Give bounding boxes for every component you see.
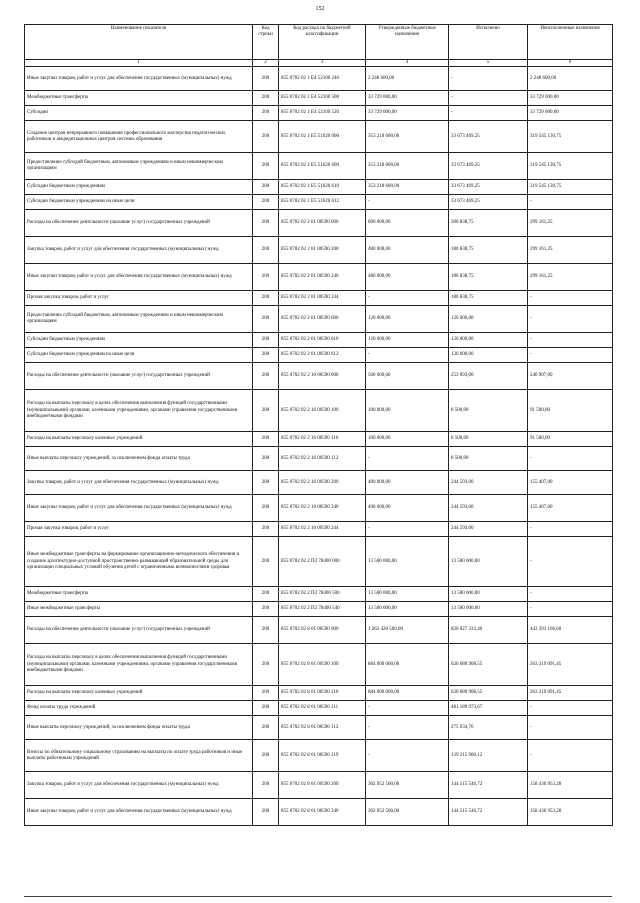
cell-line-code: 200 — [253, 195, 279, 210]
cell-approved: 353 218 600,00 — [366, 153, 449, 180]
cell-unexecuted: 263 319 091,45 — [528, 644, 613, 686]
cell-executed: 253 093,00 — [449, 363, 528, 390]
cell-line-code: 200 — [253, 432, 279, 447]
cell-executed: 13 500 000,00 — [449, 602, 528, 617]
cell-executed: 8 500,00 — [449, 432, 528, 447]
cell-approved: 500 000,00 — [366, 363, 449, 390]
cell-executed: 33 673 469,25 — [449, 121, 528, 153]
cell-name: Межбюджетные трансферты — [25, 587, 253, 602]
cell-name: Расходы на выплаты персоналу в целях обеспечения выполнения функций государственными (муниципальными) органами, казенными учреждениями, органами управления государственными внебюджетными фондами — [25, 390, 253, 432]
cell-budget-code: 855 0702 02 1 E5 51620 000 — [279, 121, 366, 153]
cell-executed: 13 500 000,00 — [449, 537, 528, 587]
cell-budget-code: 855 0702 02 8 01 00590 000 — [279, 617, 366, 644]
table-row — [25, 121, 613, 153]
cell-line-code: 200 — [253, 587, 279, 602]
cell-name: Субсидии бюджетным учреждениям на иные цели — [25, 348, 253, 363]
cell-executed: 180 838,75 — [449, 291, 528, 306]
cell-unexecuted: - — [528, 195, 613, 210]
cell-executed: 8 500,00 — [449, 447, 528, 471]
cell-approved: 13 500 000,00 — [366, 537, 449, 587]
cell-budget-code: 855 0702 02 8 01 00590 111 — [279, 701, 366, 716]
cell-name: Закупка товаров, работ и услуг для обеспечения государственных (муниципальных) нужд — [25, 237, 253, 264]
table-row — [25, 264, 613, 291]
table-row — [25, 537, 613, 587]
cell-approved: 120 000,00 — [366, 306, 449, 333]
cell-unexecuted: - — [528, 537, 613, 587]
cell-budget-code: 855 0702 02 2 16 00590 000 — [279, 363, 366, 390]
table-row — [25, 291, 613, 306]
cell-unexecuted: - — [528, 291, 613, 306]
cell-line-code: 200 — [253, 447, 279, 471]
cell-unexecuted: 299 161,25 — [528, 264, 613, 291]
cell-line-code: 200 — [253, 363, 279, 390]
cell-name: Расходы на обеспечение деятельности (оказание услуг) государственных учреждений — [25, 363, 253, 390]
table-row — [25, 237, 613, 264]
cell-budget-code: 855 0702 02 8 01 00590 119 — [279, 740, 366, 772]
column-number: 3 — [279, 60, 366, 67]
cell-budget-code: 855 0702 02 1 E4 52100 240 — [279, 67, 366, 91]
cell-name: Фонд оплаты труда учреждений — [25, 701, 253, 716]
cell-unexecuted: - — [528, 740, 613, 772]
cell-unexecuted: - — [528, 587, 613, 602]
cell-line-code: 200 — [253, 67, 279, 91]
cell-budget-code: 855 0702 02 2 П2 78400 500 — [279, 587, 366, 602]
cell-name: Прочая закупка товаров, работ и услуг — [25, 291, 253, 306]
table-row — [25, 106, 613, 121]
column-number: 6 — [528, 60, 613, 67]
header-executed: Исполнено — [449, 25, 528, 60]
cell-line-code: 200 — [253, 644, 279, 686]
cell-line-code: 200 — [253, 799, 279, 826]
cell-approved: - — [366, 522, 449, 537]
table-row — [25, 495, 613, 522]
cell-budget-code: 855 0702 02 8 01 00590 200 — [279, 772, 366, 799]
cell-name: Создание центров непрерывного повышения профессионального мастерства педагогических работников и аккредитационных центров системы образования — [25, 121, 253, 153]
cell-name: Прочая закупка товаров, работ и услуг — [25, 522, 253, 537]
cell-name: Иные закупки товаров, работ и услуг для обеспечения государственных (муниципальных) нужд — [25, 67, 253, 91]
cell-name: Расходы на выплаты персоналу в целях обеспечения выполнения функций государственными (муниципальными) органами, казенными учреждениями, органами управления государственными внебюджетными фондами — [25, 644, 253, 686]
cell-approved: 400 000,00 — [366, 495, 449, 522]
cell-executed: 180 838,75 — [449, 264, 528, 291]
cell-approved: 884 000 000,00 — [366, 686, 449, 701]
cell-unexecuted: - — [528, 348, 613, 363]
table-row — [25, 772, 613, 799]
cell-approved: 100 000,00 — [366, 390, 449, 432]
table-row — [25, 180, 613, 195]
cell-line-code: 200 — [253, 537, 279, 587]
cell-budget-code: 855 0702 02 2 16 00590 112 — [279, 447, 366, 471]
cell-budget-code: 855 0702 02 1 E5 51620 612 — [279, 195, 366, 210]
cell-unexecuted: - — [528, 701, 613, 716]
cell-approved: 100 000,00 — [366, 432, 449, 447]
table-row — [25, 740, 613, 772]
cell-executed: 139 215 900,12 — [449, 740, 528, 772]
cell-approved: 353 218 600,00 — [366, 180, 449, 195]
cell-name: Предоставление субсидий бюджетным, автономным учреждениям и иным некоммерческим организациям — [25, 306, 253, 333]
header-unexecuted: Неисполненные назначения — [528, 25, 613, 60]
cell-budget-code: 855 0702 02 2 01 00590 612 — [279, 348, 366, 363]
cell-unexecuted: 299 161,25 — [528, 237, 613, 264]
cell-budget-code: 855 0702 02 8 01 00590 110 — [279, 686, 366, 701]
cell-name: Предоставление субсидий бюджетным, автономным учреждениям и иным некоммерческим организациям — [25, 153, 253, 180]
table-row — [25, 644, 613, 686]
table-row — [25, 522, 613, 537]
cell-line-code: 200 — [253, 333, 279, 348]
cell-unexecuted: - — [528, 716, 613, 740]
cell-approved: 353 218 600,00 — [366, 121, 449, 153]
page-bottom-rule — [24, 896, 612, 897]
cell-name: Иные межбюджетные трансферты — [25, 602, 253, 617]
header-name: Наименование показателя — [25, 25, 253, 60]
cell-budget-code: 855 0702 02 1 E4 52100 500 — [279, 91, 366, 106]
cell-unexecuted: 158 436 953,28 — [528, 799, 613, 826]
cell-budget-code: 855 0702 02 2 01 00590 000 — [279, 210, 366, 237]
cell-approved: 2 248 600,00 — [366, 67, 449, 91]
cell-line-code: 200 — [253, 701, 279, 716]
cell-approved: 480 000,00 — [366, 264, 449, 291]
cell-executed: 8 500,00 — [449, 390, 528, 432]
cell-unexecuted: - — [528, 447, 613, 471]
cell-unexecuted: - — [528, 306, 613, 333]
cell-executed: 300 838,75 — [449, 210, 528, 237]
cell-executed: 244 593,00 — [449, 471, 528, 495]
cell-approved: - — [366, 716, 449, 740]
cell-budget-code: 855 0702 02 2 16 00590 200 — [279, 471, 366, 495]
cell-name: Иные выплаты персоналу учреждений, за исключением фонда оплаты труда — [25, 716, 253, 740]
column-number: 5 — [449, 60, 528, 67]
table-row — [25, 348, 613, 363]
cell-approved: 400 000,00 — [366, 471, 449, 495]
cell-executed: 33 673 469,25 — [449, 195, 528, 210]
cell-name: Иные межбюджетные трансферты на формирование организационно-методического обеспечения и создание архитектурно-доступной пространственно-развивающей образовательной среды для организации специальных условий обучения детей с ограниченными возможностями здоровья — [25, 537, 253, 587]
cell-executed: - — [449, 91, 528, 106]
cell-unexecuted: - — [528, 522, 613, 537]
cell-approved: 302 952 500,00 — [366, 772, 449, 799]
table-row — [25, 432, 613, 447]
cell-approved: 480 000,00 — [366, 237, 449, 264]
table-header-row — [25, 25, 613, 60]
cell-budget-code: 855 0702 02 2 16 00590 240 — [279, 495, 366, 522]
cell-unexecuted: 443 393 166,60 — [528, 617, 613, 644]
cell-budget-code: 855 0702 02 1 E4 52100 520 — [279, 106, 366, 121]
cell-line-code: 200 — [253, 495, 279, 522]
cell-name: Расходы на обеспечение деятельности (оказание услуг) государственных учреждений — [25, 210, 253, 237]
cell-line-code: 200 — [253, 686, 279, 701]
cell-name: Субсидии бюджетным учреждениям — [25, 333, 253, 348]
cell-executed: 33 673 469,25 — [449, 180, 528, 195]
cell-name: Субсидии — [25, 106, 253, 121]
table-row — [25, 195, 613, 210]
cell-line-code: 200 — [253, 237, 279, 264]
cell-budget-code: 855 0702 02 2 01 00590 600 — [279, 306, 366, 333]
cell-unexecuted: 33 729 000,00 — [528, 91, 613, 106]
column-number: 4 — [366, 60, 449, 67]
cell-executed: 120 000,00 — [449, 348, 528, 363]
cell-unexecuted: 299 161,25 — [528, 210, 613, 237]
cell-line-code: 200 — [253, 264, 279, 291]
table-row — [25, 363, 613, 390]
cell-name: Иные закупки товаров, работ и услуг для обеспечения государственных (муниципальных) нужд — [25, 799, 253, 826]
cell-unexecuted: 2 248 600,00 — [528, 67, 613, 91]
cell-executed: 820 027 333,40 — [449, 617, 528, 644]
cell-executed: 481 189 973,67 — [449, 701, 528, 716]
cell-executed: 144 515 546,72 — [449, 799, 528, 826]
cell-approved: - — [366, 348, 449, 363]
cell-approved: 600 000,00 — [366, 210, 449, 237]
cell-unexecuted: 155 407,00 — [528, 495, 613, 522]
cell-budget-code: 855 0702 02 2 16 00590 100 — [279, 390, 366, 432]
budget-execution-table — [24, 24, 613, 826]
cell-name: Иные закупки товаров, работ и услуг для обеспечения государственных (муниципальных) нужд — [25, 264, 253, 291]
table-row — [25, 153, 613, 180]
cell-line-code: 200 — [253, 291, 279, 306]
cell-approved: - — [366, 195, 449, 210]
cell-budget-code: 855 0702 02 8 01 00590 240 — [279, 799, 366, 826]
cell-unexecuted: 263 319 091,45 — [528, 686, 613, 701]
cell-line-code: 200 — [253, 617, 279, 644]
cell-approved: 13 500 000,00 — [366, 602, 449, 617]
column-number: 2 — [253, 60, 279, 67]
cell-approved: 120 000,00 — [366, 333, 449, 348]
cell-approved: - — [366, 447, 449, 471]
cell-executed: 120 000,00 — [449, 306, 528, 333]
cell-executed: 33 673 469,25 — [449, 153, 528, 180]
cell-budget-code: 855 0702 02 2 П2 78400 000 — [279, 537, 366, 587]
cell-approved: 13 500 000,00 — [366, 587, 449, 602]
cell-name: Межбюджетные трансферты — [25, 91, 253, 106]
table-row — [25, 799, 613, 826]
cell-unexecuted: 155 407,00 — [528, 471, 613, 495]
cell-name: Закупка товаров, работ и услуг для обеспечения государственных (муниципальных) нужд — [25, 772, 253, 799]
cell-name: Иные закупки товаров, работ и услуг для обеспечения государственных (муниципальных) нужд — [25, 495, 253, 522]
table-row — [25, 716, 613, 740]
cell-name: Взносы по обязательному социальному страхованию на выплаты по оплате труда работников и иные выплаты работникам учреждений — [25, 740, 253, 772]
cell-approved: - — [366, 291, 449, 306]
table-row — [25, 686, 613, 701]
cell-line-code: 200 — [253, 153, 279, 180]
cell-approved: 33 729 000,00 — [366, 106, 449, 121]
cell-name: Субсидии бюджетным учреждениям на иные цели — [25, 195, 253, 210]
cell-unexecuted: - — [528, 333, 613, 348]
cell-executed: - — [449, 106, 528, 121]
cell-unexecuted: 33 729 000,00 — [528, 106, 613, 121]
cell-budget-code: 855 0702 02 2 01 00590 200 — [279, 237, 366, 264]
cell-unexecuted: 319 545 130,75 — [528, 121, 613, 153]
table-row — [25, 210, 613, 237]
table-row — [25, 587, 613, 602]
cell-budget-code: 855 0702 02 2 01 00590 240 — [279, 264, 366, 291]
table-row — [25, 91, 613, 106]
header-line-code: Код строки — [253, 25, 279, 60]
cell-line-code: 200 — [253, 121, 279, 153]
cell-executed: 244 593,00 — [449, 495, 528, 522]
cell-budget-code: 855 0702 02 2 П2 78400 540 — [279, 602, 366, 617]
cell-approved: - — [366, 740, 449, 772]
table-body — [25, 67, 613, 826]
cell-line-code: 200 — [253, 306, 279, 333]
table-row — [25, 333, 613, 348]
cell-name: Закупка товаров, работ и услуг для обеспечения государственных (муниципальных) нужд — [25, 471, 253, 495]
table-row — [25, 390, 613, 432]
cell-unexecuted: 91 500,00 — [528, 432, 613, 447]
cell-executed: 180 838,75 — [449, 237, 528, 264]
cell-line-code: 200 — [253, 471, 279, 495]
column-number-row — [25, 60, 613, 67]
table-row — [25, 617, 613, 644]
table-row — [25, 447, 613, 471]
cell-name: Расходы на обеспечение деятельности (оказание услуг) государственных учреждений — [25, 617, 253, 644]
cell-unexecuted: 91 500,00 — [528, 390, 613, 432]
cell-executed: 13 500 000,00 — [449, 587, 528, 602]
cell-line-code: 200 — [253, 390, 279, 432]
table-row — [25, 471, 613, 495]
cell-name: Субсидии бюджетным учреждениям — [25, 180, 253, 195]
cell-budget-code: 855 0702 02 8 01 00590 100 — [279, 644, 366, 686]
table-row — [25, 67, 613, 91]
cell-line-code: 200 — [253, 348, 279, 363]
cell-line-code: 200 — [253, 602, 279, 617]
table-row — [25, 701, 613, 716]
cell-budget-code: 855 0702 02 2 16 00590 244 — [279, 522, 366, 537]
cell-line-code: 200 — [253, 210, 279, 237]
cell-unexecuted: 319 545 130,75 — [528, 153, 613, 180]
cell-approved: - — [366, 701, 449, 716]
table-row — [25, 602, 613, 617]
cell-line-code: 200 — [253, 106, 279, 121]
page-number: 152 — [315, 6, 325, 12]
cell-approved: 884 000 000,00 — [366, 644, 449, 686]
cell-line-code: 200 — [253, 772, 279, 799]
cell-budget-code: 855 0702 02 2 01 00590 244 — [279, 291, 366, 306]
cell-executed: 144 515 546,72 — [449, 772, 528, 799]
cell-executed: 244 593,00 — [449, 522, 528, 537]
cell-unexecuted: - — [528, 602, 613, 617]
column-number: 1 — [25, 60, 253, 67]
cell-line-code: 200 — [253, 740, 279, 772]
cell-budget-code: 855 0702 02 2 16 00590 110 — [279, 432, 366, 447]
cell-budget-code: 855 0702 02 1 E5 51620 600 — [279, 153, 366, 180]
cell-executed: 620 680 908,55 — [449, 644, 528, 686]
cell-line-code: 200 — [253, 522, 279, 537]
cell-budget-code: 855 0702 02 1 E5 51620 610 — [279, 180, 366, 195]
cell-budget-code: 855 0702 02 8 01 00590 112 — [279, 716, 366, 740]
cell-executed: 620 680 908,55 — [449, 686, 528, 701]
cell-approved: 33 729 000,00 — [366, 91, 449, 106]
cell-unexecuted: 319 545 130,75 — [528, 180, 613, 195]
cell-line-code: 200 — [253, 716, 279, 740]
cell-executed: 275 034,76 — [449, 716, 528, 740]
cell-line-code: 200 — [253, 91, 279, 106]
cell-name: Расходы на выплаты персоналу казенных учреждений — [25, 432, 253, 447]
cell-name: Расходы на выплаты персоналу казенных учреждений — [25, 686, 253, 701]
cell-executed: 120 000,00 — [449, 333, 528, 348]
header-approved: Утвержденные бюджетные назначения — [366, 25, 449, 60]
cell-unexecuted: 158 436 953,28 — [528, 772, 613, 799]
header-budget-code: Код расхода по бюджетной классификации — [279, 25, 366, 60]
cell-budget-code: 855 0702 02 2 01 00590 610 — [279, 333, 366, 348]
cell-executed: - — [449, 67, 528, 91]
cell-line-code: 200 — [253, 180, 279, 195]
cell-name: Иные выплаты персоналу учреждений, за исключением фонда оплаты труда — [25, 447, 253, 471]
cell-approved: 1 263 420 500,00 — [366, 617, 449, 644]
table-row — [25, 306, 613, 333]
cell-unexecuted: 246 907,00 — [528, 363, 613, 390]
cell-approved: 302 952 500,00 — [366, 799, 449, 826]
